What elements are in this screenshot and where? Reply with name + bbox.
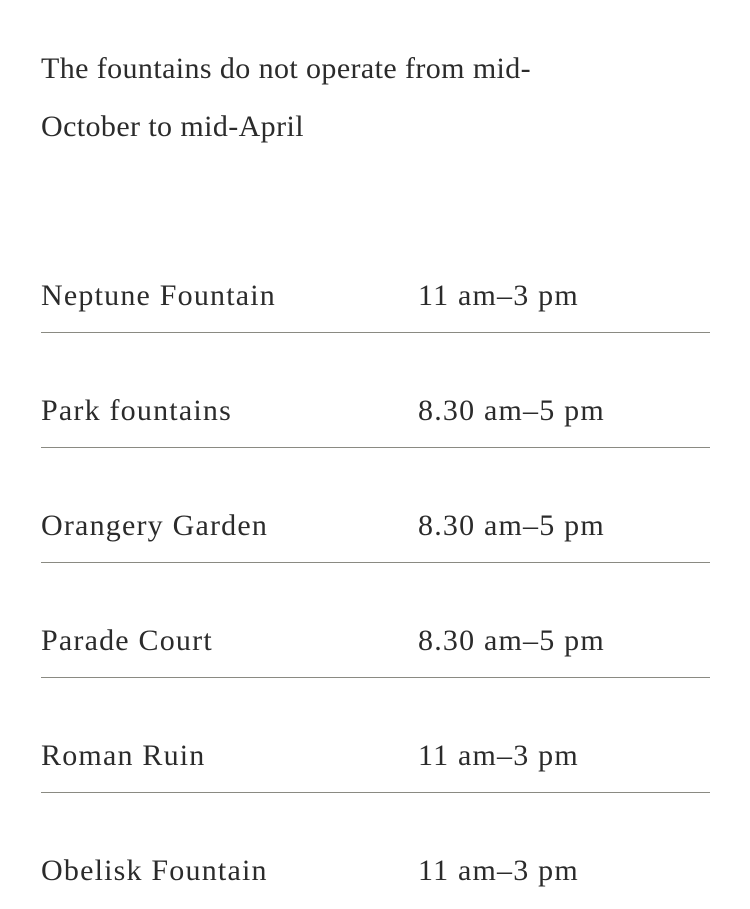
fountain-hours: 11 am–3 pm (418, 279, 579, 312)
schedule-row (41, 678, 710, 793)
fountain-name: Roman Ruin (41, 739, 206, 772)
schedule-row (41, 218, 710, 333)
schedule-row (41, 333, 710, 448)
fountain-name: Orangery Garden (41, 509, 269, 542)
schedule-row (41, 448, 710, 563)
fountain-hours: 11 am–3 pm (418, 854, 579, 887)
schedule-row (41, 563, 710, 678)
fountain-name: Park fountains (41, 394, 232, 427)
fountain-hours: 8.30 am–5 pm (418, 394, 605, 427)
fountain-name: Obelisk Fountain (41, 854, 268, 887)
notice-line-1: The fountains do not operate from mid- (41, 52, 532, 85)
fountain-name: Neptune Fountain (41, 279, 277, 312)
fountain-operation-notice (41, 40, 681, 156)
fountain-hours: 8.30 am–5 pm (418, 624, 605, 657)
notice-line-2: October to mid-April (41, 110, 304, 143)
fountain-hours: 8.30 am–5 pm (418, 509, 605, 542)
fountain-schedule-table (41, 218, 710, 908)
schedule-row (41, 793, 710, 908)
fountain-name: Parade Court (41, 624, 213, 657)
fountain-hours: 11 am–3 pm (418, 739, 579, 772)
